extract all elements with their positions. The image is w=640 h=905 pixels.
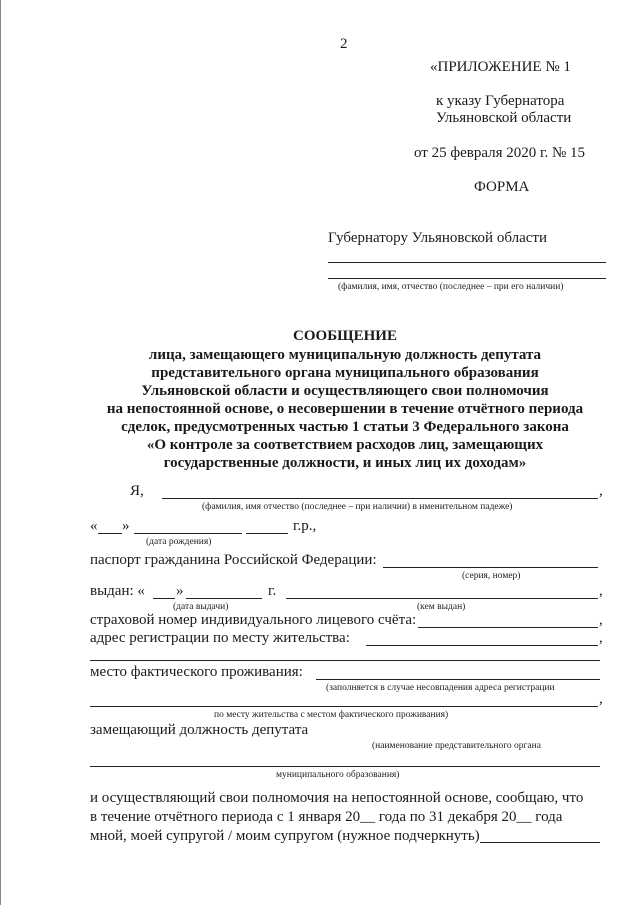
heading-line: Ульяновской области и осуществляющего свои полномочия bbox=[141, 383, 549, 399]
issued-quote-close: » bbox=[176, 583, 184, 599]
passport-caption: (серия, номер) bbox=[462, 571, 521, 581]
registration-address-field-line-2[interactable] bbox=[90, 660, 600, 661]
heading-line: «О контроле за соответствием расходов лиц, замещающих bbox=[146, 437, 544, 453]
decree-ref: к указу Губернатора bbox=[436, 93, 565, 109]
issued-year-suffix: г. bbox=[268, 583, 277, 599]
registration-address-field[interactable] bbox=[366, 645, 598, 646]
message-title: СООБЩЕНИЕ bbox=[293, 328, 397, 344]
actual-residence-caption: (заполняется в случае несовпадения адреса регистрации bbox=[326, 683, 555, 693]
actual-residence-label: место фактического проживания: bbox=[90, 664, 303, 680]
heading-line: представительного органа муниципального образования bbox=[151, 365, 539, 381]
deputy-caption: (наименование представительного органа bbox=[372, 741, 541, 751]
page-number: 2 bbox=[340, 36, 348, 52]
heading-line: лица, замещающего муниципальную должность депутата bbox=[148, 347, 542, 363]
passport-label: паспорт гражданина Российской Федерации: bbox=[90, 552, 377, 568]
addressee-line-1 bbox=[328, 262, 606, 263]
i-label: Я, bbox=[130, 483, 144, 499]
comma: , bbox=[599, 691, 603, 707]
birth-year-suffix: г.р., bbox=[293, 518, 317, 534]
full-name-field[interactable] bbox=[162, 498, 598, 499]
issued-date-caption: (дата выдачи) bbox=[173, 602, 229, 612]
snils-field[interactable] bbox=[418, 627, 598, 628]
birth-quote-close: » bbox=[122, 518, 130, 534]
addressee-line-2 bbox=[328, 278, 606, 279]
actual-residence-caption-2: по месту жительства с местом фактического проживания) bbox=[214, 710, 449, 720]
region-name: Ульяновской области bbox=[436, 110, 572, 126]
issued-month-field[interactable] bbox=[186, 598, 262, 599]
addressee-caption: (фамилия, имя, отчество (последнее – при его наличии) bbox=[338, 282, 564, 292]
comma: , bbox=[599, 630, 603, 646]
birth-date-caption: (дата рождения) bbox=[146, 537, 212, 547]
municipal-body-caption: муниципального образования) bbox=[276, 770, 400, 780]
registration-address-label: адрес регистрации по месту жительства: bbox=[90, 630, 350, 646]
birth-day-field[interactable] bbox=[98, 533, 122, 534]
appendix-title: «ПРИЛОЖЕНИЕ № 1 bbox=[430, 59, 571, 75]
spouse-field[interactable] bbox=[480, 842, 600, 843]
comma: , bbox=[599, 483, 603, 499]
deputy-label: замещающий должность депутата bbox=[90, 722, 309, 738]
actual-residence-field[interactable] bbox=[316, 679, 600, 680]
birth-quote-open: « bbox=[90, 518, 98, 534]
issued-by-field[interactable] bbox=[286, 598, 598, 599]
full-name-caption: (фамилия, имя отчество (последнее – при наличии) в именительном падеже) bbox=[202, 502, 513, 512]
heading-line: на непостоянной основе, о несовершении в течение отчётного периода bbox=[106, 401, 584, 417]
issued-label: выдан: « bbox=[90, 583, 145, 599]
addressee-title: Губернатору Ульяновской области bbox=[328, 230, 547, 246]
birth-year-field[interactable] bbox=[246, 533, 288, 534]
decree-date-number: от 25 февраля 2020 г. № 15 bbox=[414, 145, 586, 161]
snils-label: страховой номер индивидуального лицевого счёта: bbox=[90, 612, 417, 628]
heading-line: сделок, предусмотренных частью 1 статьи 3 Федерального закона bbox=[121, 419, 569, 435]
form-label: ФОРМА bbox=[474, 179, 530, 195]
page-edge bbox=[0, 0, 1, 905]
birth-month-field[interactable] bbox=[134, 533, 242, 534]
body-text-line: в течение отчётного периода с 1 января 20__ года по 31 декабря 20__ года bbox=[90, 809, 563, 825]
municipal-body-field[interactable] bbox=[90, 766, 600, 767]
issued-day-field[interactable] bbox=[153, 598, 175, 599]
actual-residence-field-line-2[interactable] bbox=[90, 706, 598, 707]
issued-by-caption: (кем выдан) bbox=[417, 602, 466, 612]
passport-number-field[interactable] bbox=[383, 567, 598, 568]
heading-line: государственные должности, и иных лиц их доходам» bbox=[163, 455, 527, 471]
comma: , bbox=[599, 612, 603, 628]
comma: , bbox=[599, 583, 603, 599]
body-text-line: и осуществляющий свои полномочия на непостоянной основе, сообщаю, что bbox=[90, 790, 584, 806]
body-text-line: мной, моей супругой / моим супругом (нужное подчеркнуть) bbox=[90, 828, 480, 844]
